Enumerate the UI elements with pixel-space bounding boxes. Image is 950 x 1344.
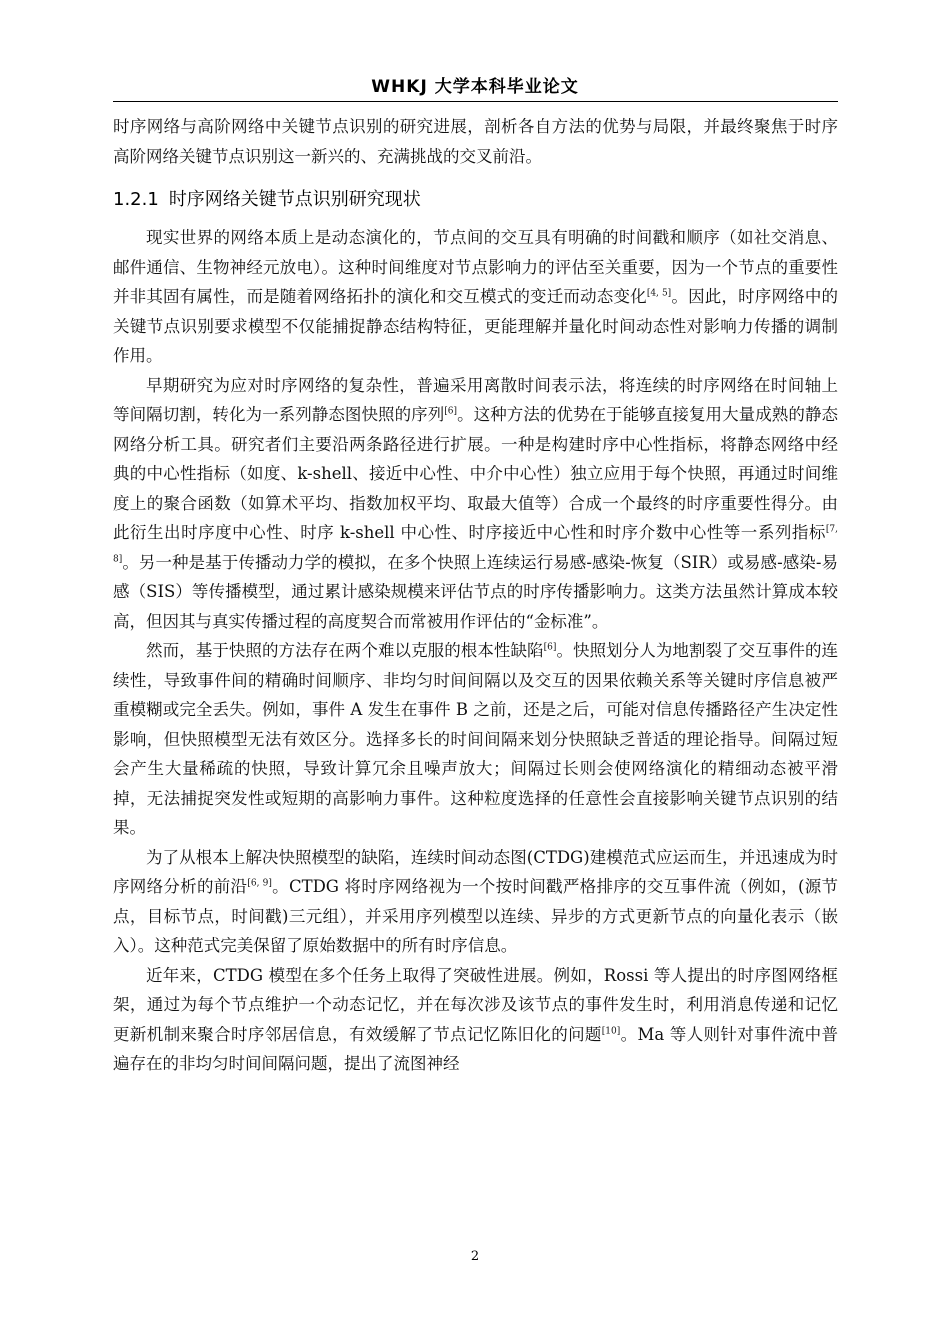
- paragraph-text: 。另一种是基于传播动力学的模拟，在多个快照上连续运行易感-感染-恢复（SIR）或易感-感染-易感（SIS）等传播模型，通过累计感染规模来评估节点的时序传播影响力。这类方法虽然计算成本较高，但因其与真实传播过程的高度契合而常被用作评估的“金标准”。: [113, 552, 838, 631]
- body-paragraph: [113, 223, 838, 371]
- citation: [6]: [444, 406, 458, 417]
- page-header: [0, 72, 950, 97]
- paragraph-text: 现实世界的网络本质上是动态演化的，节点间的交互具有明确的时间戳和顺序（如社交消息、邮件通信、生物神经元放电）。这种时间维度对节点影响力的评估至关重要，因为一个节点的重要性并非其固有属性，而是随着网络拓扑的演化和交互模式的变迁而动态变化: [113, 228, 838, 306]
- document-body: [113, 112, 838, 1079]
- citation: [7, 8]: [113, 524, 838, 564]
- section-heading: [113, 185, 838, 215]
- section-number: 1.2.1: [113, 189, 159, 210]
- body-paragraph: [113, 636, 838, 843]
- body-paragraph: [113, 843, 838, 961]
- header-title: WHKJ 大学本科毕业论文: [371, 77, 579, 97]
- page-number: 2: [470, 1249, 480, 1264]
- citation: [4, 5]: [646, 288, 672, 299]
- body-paragraph: [113, 961, 838, 1079]
- paragraph-text: 然而，基于快照的方法存在两个难以克服的根本性缺陷: [146, 641, 544, 660]
- paragraph-text: 为了从根本上解决快照模型的缺陷，连续时间动态图(CTDG)建模范式应运而生，并迅速成为时序网络分析的前沿: [113, 847, 838, 896]
- body-paragraph: [113, 371, 838, 637]
- paragraph-text: 早期研究为应对时序网络的复杂性，普遍采用离散时间表示法，将连续的时序网络在时间轴上等间隔切割，转化为一系列静态图快照的序列: [113, 375, 838, 424]
- paragraph-text: 。CTDG 将时序网络视为一个按时间戳严格排序的交互事件流（例如，(源节点，目标节点，时间戳)三元组），并采用序列模型以连续、异步的方式更新节点的向量化表示（嵌入）。这种范式完美保留了原始数据中的所有时序信息。: [113, 877, 838, 955]
- paragraph-text: 。快照划分人为地割裂了交互事件的连续性，导致事件间的精确时间顺序、非均匀时间间隔以及交互的因果依赖关系等关键时序信息被严重模糊或完全丢失。例如，事件 A 发生在事件 B 之前，还是之后，可能对信息传播路径产生决定性影响，但快照模型无法有效区分。选择多长的时间间隔来划分快照缺乏普适的理论指导。间隔过短会产生大量稀疏的快照，导致计算冗余且噪声放大；间隔过长则会使网络演化的精细动态被平滑掉，无法捕捉突发性或短期的高影响力事件。这种粒度选择的任意性会直接影响关键节点识别的结果。: [113, 641, 839, 837]
- header-rule: [113, 101, 838, 102]
- citation: [6, 9]: [247, 878, 272, 889]
- intro-paragraph: 时序网络与高阶网络中关键节点识别的研究进展，剖析各自方法的优势与局限，并最终聚焦于时序高阶网络关键节点识别这一新兴的、充满挑战的交叉前沿。: [113, 117, 838, 166]
- citation: [10]: [601, 1026, 621, 1036]
- paragraph-text: 近年来，CTDG 模型在多个任务上取得了突破性进展。例如，Rossi 等人提出的时序图网络框架，通过为每个节点维护一个动态记忆，并在每次涉及该节点的事件发生时，利用消息传递和记忆更新机制来聚合时序邻居信息，有效缓解了节点记忆陈旧化的问题: [113, 965, 838, 1044]
- paragraph-text: 。Ma 等人则针对事件流中普遍存在的非均匀时间间隔问题，提出了流图神经: [113, 1024, 838, 1073]
- citation: [6]: [543, 642, 557, 653]
- paragraph-text: 。因此，时序网络中的关键节点识别要求模型不仅能捕捉静态结构特征，更能理解并量化时间动态性对影响力传播的调制作用。: [113, 287, 839, 365]
- section-title: 时序网络关键节点识别研究现状: [168, 189, 421, 210]
- paragraph-text: 。这种方法的优势在于能够直接复用大量成熟的静态网络分析工具。研究者们主要沿两条路径进行扩展。一种是构建时序中心性指标，将静态网络中经典的中心性指标（如度、k-shell、接近中心性、中介中心性）独立应用于每个快照，再通过时间维度上的聚合函数（如算术平均、指数加权平均、取最大值等）合成一个最终的时序重要性得分。由此衍生出时序度中心性、时序 k-shell 中心性、时序接近中心性和时序介数中心性等一系列指标: [113, 405, 839, 542]
